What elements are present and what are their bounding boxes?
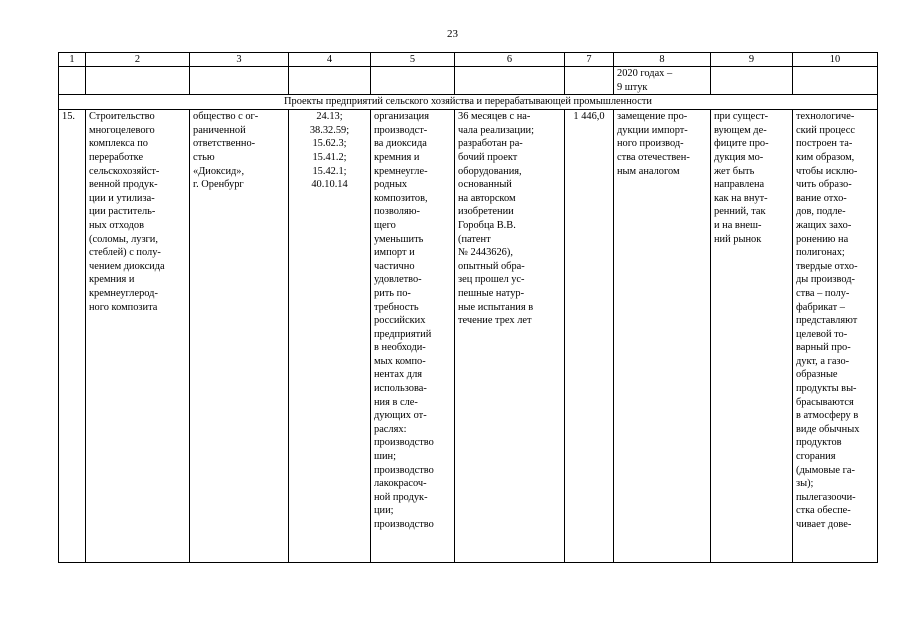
technology-cell: технологиче- ский процесс построен та- ким образом, чтобы исклю- чить образо- вание отхо- дов, подле- жащих захо- ронению на полигонах; твердые отхо- ды производ- ства – полу- фабрикат – представляют целевой то- варный про- дукт, а газо- образные продукты вы- брасываются в атмосферу в виде обычных продуктов сгорания (дымовые га- зы); пылегазоочи- стка обеспе- чивает дове- (793, 110, 878, 563)
table-row (59, 110, 878, 563)
section-row (59, 95, 878, 110)
organization-cell: общество с ог- раниченной ответственно- стью «Диоксид», г. Оренбург (190, 110, 289, 563)
purpose-cell: организация производст- ва диоксида кремния и кремнеугле- родных композитов, позволяю- щего уменьшить импорт и частично удовлетво- рить по- требность российских предприятий в необходи- мых компо- нентах для использова- ния в сле- дующих от- раслях: производство шин; производство лакокрасоч- ной продук- ции; производство (371, 110, 455, 563)
effect-cell: замещение про- дукции импорт- ного производ- ства отечествен- ным аналогом (614, 110, 711, 563)
table-cell (371, 67, 455, 95)
table-cell (59, 67, 86, 95)
table-cell (455, 67, 565, 95)
column-number: 5 (371, 53, 455, 67)
continuation-row (59, 67, 878, 95)
activity-codes-cell: 24.13; 38.32.59; 15.62.3; 15.41.2; 15.42.1; 40.10.14 (289, 110, 371, 563)
table-cell (289, 67, 371, 95)
column-number-row (59, 53, 878, 67)
row-number: 15. (59, 110, 86, 563)
column-number: 6 (455, 53, 565, 67)
continuation-count-cell: 2020 годах – 9 штук (614, 67, 711, 95)
column-number: 10 (793, 53, 878, 67)
column-number: 7 (565, 53, 614, 67)
column-number: 8 (614, 53, 711, 67)
column-number: 4 (289, 53, 371, 67)
table-cell (190, 67, 289, 95)
page-number: 23 (447, 28, 458, 40)
status-cell: 36 месяцев с на- чала реализации; разработан ра- бочий проект оборудования, основанный на авторском изобретении Горобца В.В. (патент № 2443626), опытный обра- зец прошел ус- пешные натур- ные испытания в течение трех лет (455, 110, 565, 563)
table-cell (86, 67, 190, 95)
project-name-cell: Строительство многоцелевого комплекса по переработке сельскохозяйст- венной продук- ции и утилиза- ции раститель- ных отходов (соломы, лузги, стеблей) с полу- чением диоксида кремния и кремнеуглерод- ного композита (86, 110, 190, 563)
cost-cell: 1 446,0 (565, 110, 614, 563)
table-cell (711, 67, 793, 95)
market-cell: при сущест- вующем де- фиците про- дукция мо- жет быть направлена как на внут- ренний, так и на внеш- ний рынок (711, 110, 793, 563)
column-number: 3 (190, 53, 289, 67)
table-cell (565, 67, 614, 95)
column-number: 2 (86, 53, 190, 67)
column-number: 1 (59, 53, 86, 67)
table-cell (793, 67, 878, 95)
projects-table (58, 52, 878, 563)
section-title: Проекты предприятий сельского хозяйства и перерабатывающей промышленности (59, 95, 878, 110)
column-number: 9 (711, 53, 793, 67)
